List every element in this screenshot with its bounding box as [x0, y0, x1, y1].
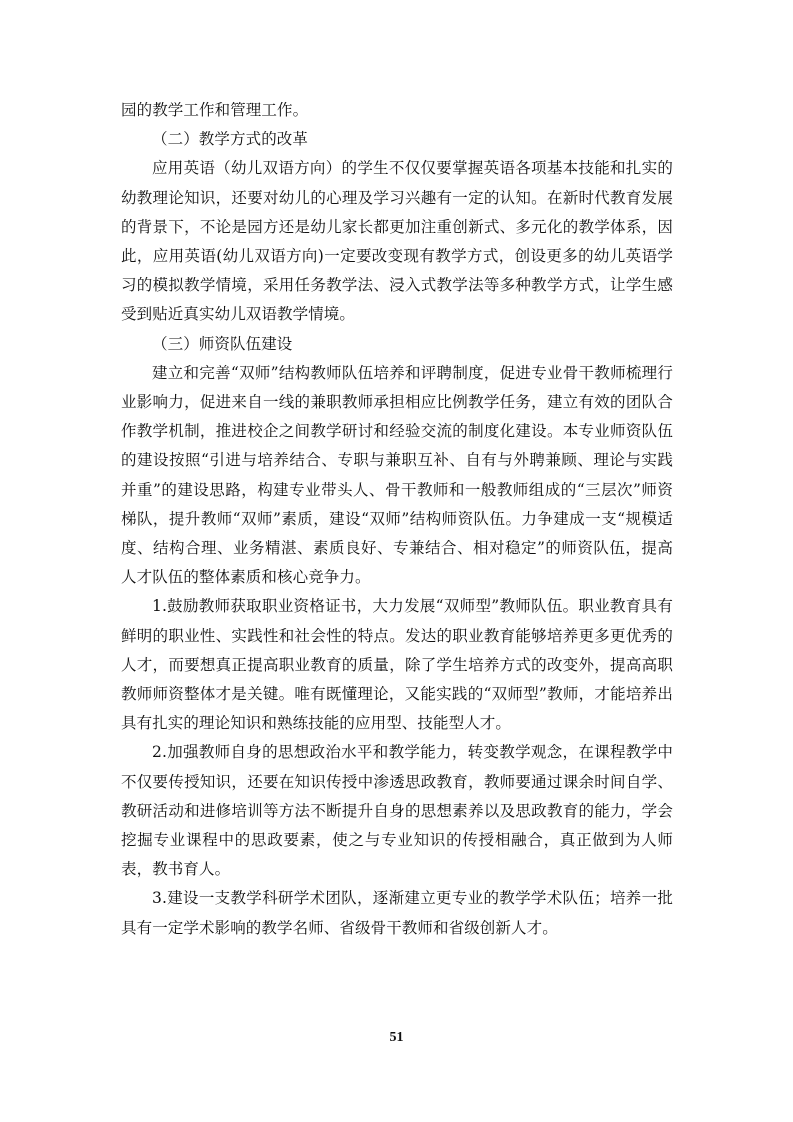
paragraph-continuation: 园的教学工作和管理工作。	[121, 101, 309, 119]
paragraph-faculty: 建立和完善“双师”结构教师队伍培养和评聘制度，促进专业骨干教师梳理行业影响力，促进来自一线的兼职教师承担相应比例教学任务，建立有效的团队合作教学机制，推进校企之间教学研讨和经验交流的制度化建设。本专业师资队伍的建设按照“引进与培养结合、专职与兼职互补、自有与外聘兼顾、理论与实践并重”的建设思路，构建专业带头人、骨干教师和一般教师组成的“三层次”师资梯队，提升教师“双师”素质，建设“双师”结构师资队伍。力争建成一支“规模适度、结构合理、业务精湛、素质良好、专兼结合、相对稳定”的师资队伍，提高人才队伍的整体素质和核心竞争力。	[121, 363, 673, 587]
list-item-2: 2.加强教师自身的思想政治水平和教学能力，转变教学观念，在课程教学中不仅要传授知识，还要在知识传授中渗透思政教育，教师要通过课余时间自学、教研活动和进修培训等方法不断提升自身的思想素养以及思政教育的能力，学会挖掘专业课程中的思政要素，使之与专业知识的传授相融合，真正做到为人师表，教书育人。	[121, 743, 673, 879]
page-number: 51	[389, 1030, 404, 1045]
list-item-3: 3.建设一支教学科研学术团队，逐渐建立更专业的教学学术队伍；培养一批具有一定学术影响的教学名师、省级骨干教师和省级创新人才。	[121, 889, 673, 937]
list-item-1: 1.鼓励教师获取职业资格证书，大力发展“双师型”教师队伍。职业教育具有鲜明的职业性、实践性和社会性的特点。发达的职业教育能够培养更多更优秀的人才，而要想真正提高职业教育的质量，除了学生培养方式的改变外，提高高职教师师资整体才是关键。唯有既懂理论，又能实践的“双师型”教师，才能培养出具有扎实的理论知识和熟练技能的应用型、技能型人才。	[121, 597, 673, 733]
body-text	[121, 96, 673, 943]
section-heading-teaching-method: （二）教学方式的改革	[152, 130, 309, 149]
paragraph-teaching-method: 应用英语（幼儿双语方向）的学生不仅仅要掌握英语各项基本技能和扎实的幼教理论知识，还要对幼儿的心理及学习兴趣有一定的认知。在新时代教育发展的背景下，不论是园方还是幼儿家长都更加注重创新式、多元化的教学体系，因此，应用英语(幼儿双语方向)一定要改变现有教学方式，创设更多的幼儿英语学习的模拟教学情境，采用任务教学法、浸入式教学法等多种教学方式，让学生感受到贴近真实幼儿双语教学情境。	[121, 159, 673, 324]
section-heading-faculty: （三）师资队伍建设	[152, 334, 293, 353]
